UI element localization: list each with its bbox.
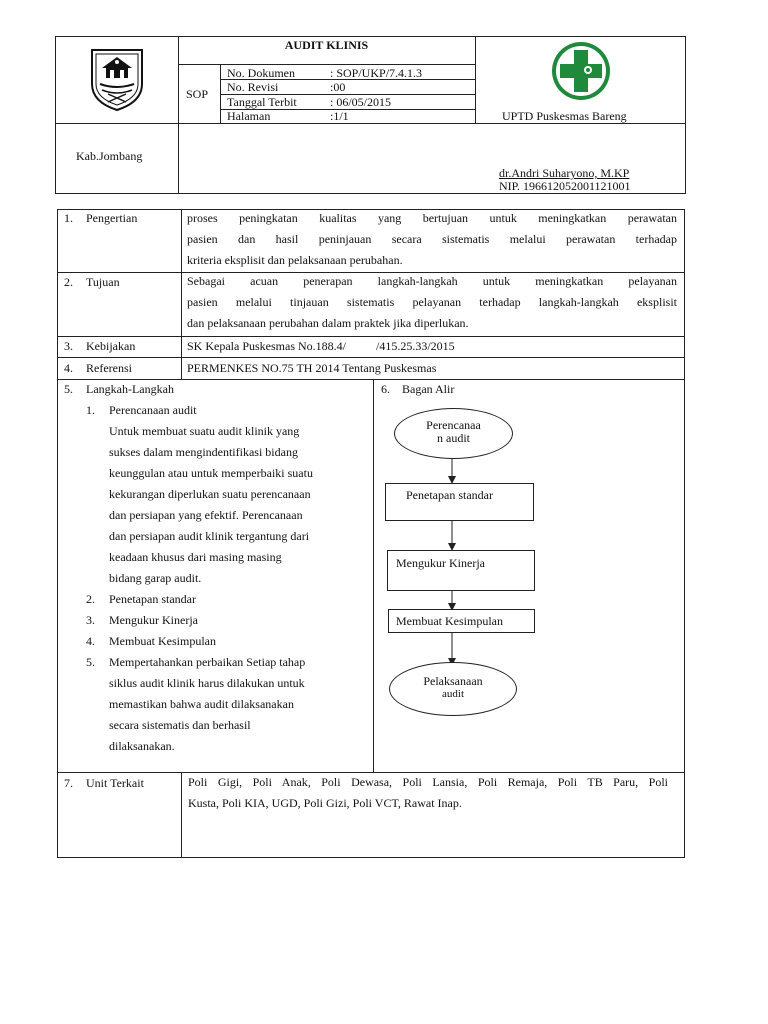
unit-label: Unit Terkait <box>86 776 144 790</box>
kebijakan-text: SK Kepala Puskesmas No.188.4/ /415.25.33/2015 <box>187 339 455 353</box>
regency-crest-icon <box>86 44 148 112</box>
tujuan-line: dan pelaksanaan perubahan dalam praktek jika diperlukan. <box>187 316 469 330</box>
bagan-number: 6. <box>381 382 390 396</box>
meta-value-date: : 06/05/2015 <box>330 95 392 109</box>
step-detail-line: keunggulan atau untuk memperbaiki suatu <box>109 466 313 480</box>
pengertian-text <box>187 208 677 271</box>
step-detail-line: dilaksanakan. <box>109 739 175 753</box>
kebijakan-number: 3. <box>64 339 73 353</box>
meta-label-page: Halaman <box>227 109 271 123</box>
meta-label-doc: No. Dokumen <box>227 66 295 80</box>
meta-value-rev: :00 <box>330 80 346 94</box>
langkah-label: Langkah-Langkah <box>86 382 174 396</box>
flow-node-text: n audit <box>437 431 470 445</box>
step-title: Penetapan standar <box>109 592 196 606</box>
unit-line: Kusta, Poli KIA, UGD, Poli Gizi, Poli VCT, Rawat Inap. <box>188 796 462 810</box>
flow-node-text: Perencanaa <box>426 418 481 432</box>
puskesmas-cross-icon <box>544 40 618 102</box>
step-detail-line: keadaan khusus dari masing masing <box>109 550 282 564</box>
step-detail-line: siklus audit klinik harus dilakukan untuk <box>109 676 305 690</box>
step-number: 4. <box>86 634 95 648</box>
tujuan-text <box>187 271 677 334</box>
signatory-nip: NIP. 196612052001121001 <box>499 179 631 193</box>
tujuan-label: Tujuan <box>86 275 120 289</box>
step-detail-line: dan persiapan yang efektif. Perencanaan <box>109 508 303 522</box>
step-number: 1. <box>86 403 95 417</box>
step-number: 5. <box>86 655 95 669</box>
flow-node-text: Membuat Kesimpulan <box>396 614 503 628</box>
unit-text <box>188 772 668 814</box>
step-number: 2. <box>86 592 95 606</box>
step-number: 3. <box>86 613 95 627</box>
step-title: Perencanaan audit <box>109 403 197 417</box>
flow-node-kesimpulan <box>388 609 535 633</box>
flow-node-start <box>394 408 513 459</box>
flow-node-standard <box>385 483 534 521</box>
referensi-label: Referensi <box>86 361 132 375</box>
meta-value-page: :1/1 <box>330 109 349 123</box>
pengertian-label: Pengertian <box>86 211 138 225</box>
sop-label: SOP <box>186 87 209 101</box>
step-detail-line: memastikan bahwa audit dilaksanakan <box>109 697 294 711</box>
step-detail-line: secara sistematis dan berhasil <box>109 718 251 732</box>
referensi-text: PERMENKES NO.75 TH 2014 Tentang Puskesmas <box>187 361 437 375</box>
flow-node-end <box>389 662 517 716</box>
step-detail-line: Untuk membuat suatu audit klinik yang <box>109 424 300 438</box>
tujuan-line: Sebagai acuan penerapan langkah-langkah untuk meningkatkan pelayanan <box>187 274 677 288</box>
doc-title: AUDIT KLINIS <box>284 38 369 52</box>
unit-line: Poli Gigi, Poli Anak, Poli Dewasa, Poli Lansia, Poli Remaja, Poli TB Paru, Poli <box>188 775 668 789</box>
meta-label-date: Tanggal Terbit <box>227 95 297 109</box>
kebijakan-label: Kebijakan <box>86 339 136 353</box>
referensi-number: 4. <box>64 361 73 375</box>
flow-node-text: Penetapan standar <box>406 488 493 502</box>
unit-number: 7. <box>64 776 73 790</box>
meta-value-doc: : SOP/UKP/7.4.1.3 <box>330 66 423 80</box>
flow-node-text: audit <box>442 688 464 700</box>
step-title: Mengukur Kinerja <box>109 613 198 627</box>
flow-node-text: Pelaksanaan <box>423 674 483 688</box>
pengertian-line: kriteria eksplisit dan pelaksanaan perubahan. <box>187 253 403 267</box>
langkah-number: 5. <box>64 382 73 396</box>
meta-label-rev: No. Revisi <box>227 80 279 94</box>
tujuan-number: 2. <box>64 275 73 289</box>
step-detail-line: sukses dalam mengindentifikasi bidang <box>109 445 298 459</box>
signatory-name: dr.Andri Suharyono, M.KP <box>499 166 630 180</box>
tujuan-line: pasien melalui tinjauan sistematis pelayanan terhadap langkah-langkah eksplisit <box>187 295 677 309</box>
step-detail-line: bidang garap audit. <box>109 571 202 585</box>
org-name: UPTD Puskesmas Bareng <box>502 109 627 123</box>
bagan-label: Bagan Alir <box>402 382 455 396</box>
step-detail-line: dan persiapan audit klinik tergantung dari <box>109 529 310 543</box>
pengertian-line: pasien dan hasil peninjauan secara sistematis melalui perawatan terhadap <box>187 232 677 246</box>
step-detail-line: kekurangan diperlukan suatu perencanaan <box>109 487 311 501</box>
pengertian-number: 1. <box>64 211 73 225</box>
pengertian-line: proses peningkatan kualitas yang bertujuan untuk meningkatkan perawatan <box>187 211 677 225</box>
flow-node-text: Mengukur Kinerja <box>396 556 485 570</box>
step-title: Membuat Kesimpulan <box>109 634 216 648</box>
flow-node-kinerja <box>387 550 535 591</box>
regency-label: Kab.Jombang <box>76 149 143 163</box>
step-title: Mempertahankan perbaikan Setiap tahap <box>109 655 306 669</box>
